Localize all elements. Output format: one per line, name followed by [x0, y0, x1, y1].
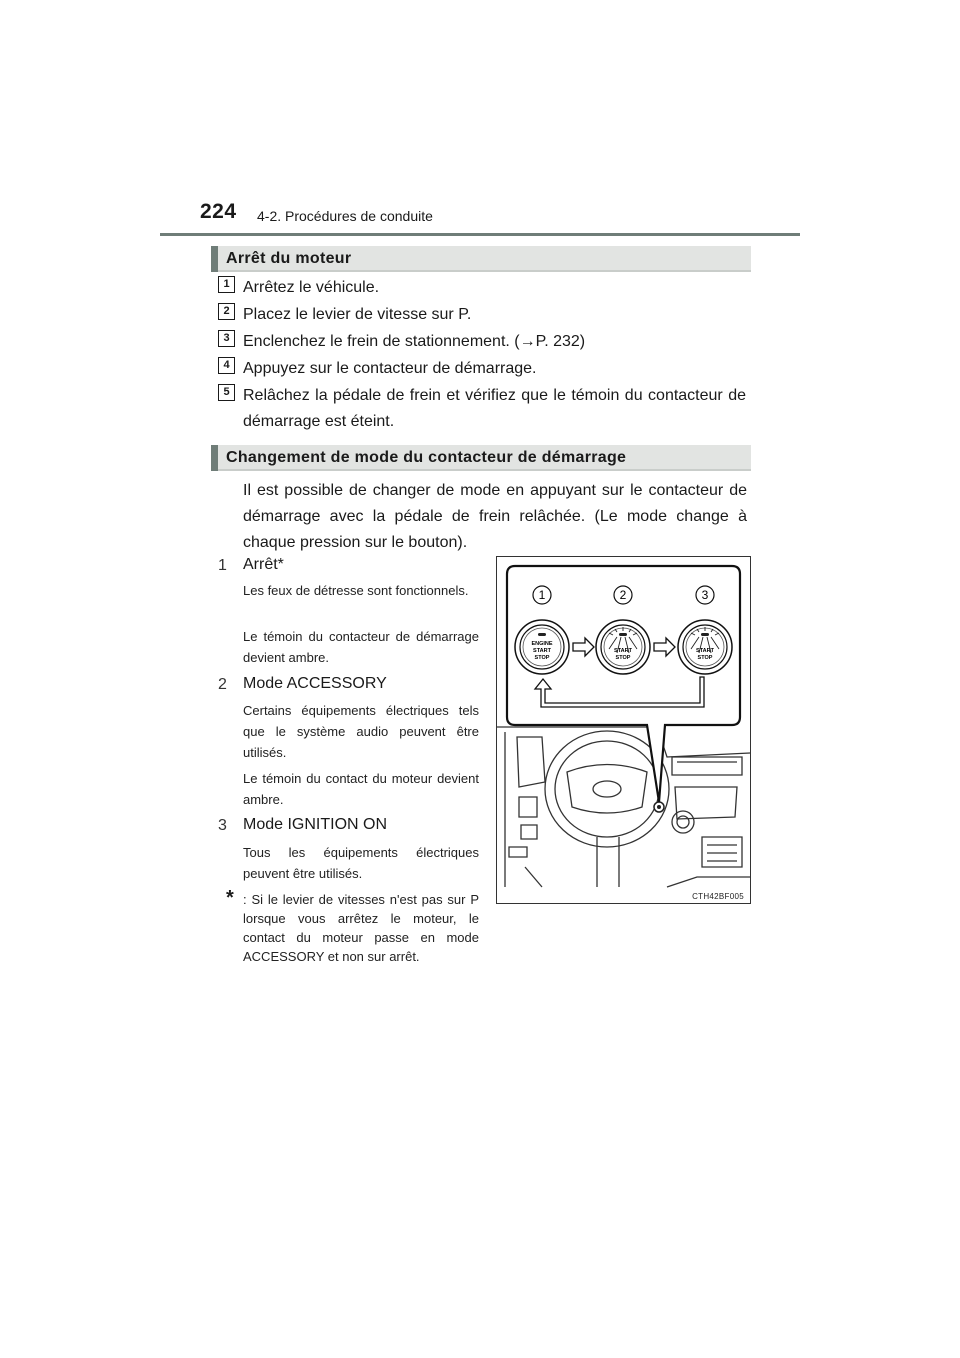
step-number-badge: 1 — [218, 276, 235, 293]
section-heading-engine-stop — [211, 246, 751, 272]
indicator-light — [538, 633, 546, 636]
start-button-location-dot — [657, 805, 661, 809]
footnote: : Si le levier de vitesses n'est pas sur P lorsque vous arrêtez le moteur, le contact du moteur passe en mode ACCESSORY et non sur arrêt. — [243, 892, 479, 964]
svg-text:START: START — [696, 648, 714, 654]
header-rule — [160, 233, 800, 236]
page-header — [0, 0, 960, 240]
section-underline — [218, 270, 751, 272]
start-button-ignition-on — [678, 620, 732, 674]
start-button-off — [515, 620, 569, 674]
dashboard-illustration — [497, 727, 750, 887]
footnote-marker: * — [226, 887, 234, 909]
svg-text:STOP: STOP — [534, 655, 550, 661]
section-heading-mode-change — [211, 445, 751, 471]
figure-start-button-illustration — [496, 556, 751, 904]
step-number-badge: 3 — [218, 330, 235, 347]
section-accent — [211, 445, 218, 471]
page-number: 224 — [200, 200, 237, 223]
step-number-badge: 5 — [218, 384, 235, 401]
figure-caption: CTH42BF005 — [692, 892, 744, 901]
chapter-title: 4-2. Procédures de conduite — [257, 208, 433, 224]
mode-number: 2 — [218, 676, 227, 693]
step-text: Arrêtez le véhicule. — [243, 279, 380, 296]
step-number-badge: 4 — [218, 357, 235, 374]
mode-description: Tous les équipements électriques peuvent être utilisés. — [243, 845, 479, 881]
svg-text:START: START — [614, 648, 632, 654]
svg-text:STOP: STOP — [697, 655, 713, 661]
section-accent — [211, 246, 218, 272]
section-title: Changement de mode du contacteur de démarrage — [226, 449, 627, 466]
intro-paragraph: Il est possible de changer de mode en appuyant sur le contacteur de démarrage avec la pédale de frein relâchée. (Le mode change à chaque pression sur le bouton). — [243, 482, 747, 551]
step-text: Placez le levier de vitesse sur P. — [243, 306, 472, 323]
callout-number-2 — [614, 586, 632, 604]
mode-number: 3 — [218, 817, 227, 834]
section-underline — [218, 469, 751, 471]
callout-label: 3 — [701, 588, 709, 602]
mode-number: 1 — [218, 557, 227, 574]
mode-title: Mode ACCESSORY — [243, 675, 387, 692]
svg-text:START: START — [533, 648, 551, 654]
callout-number-1 — [533, 586, 551, 604]
step-text: Appuyez sur le contacteur de démarrage. — [243, 360, 537, 377]
indicator-light — [619, 633, 627, 636]
mode-description: Le témoin du contact du moteur devient ambre. — [243, 771, 479, 807]
start-button-diagram — [497, 557, 750, 903]
callout-label: 1 — [538, 588, 546, 602]
mode-description: Le témoin du contacteur de démarrage devient ambre. — [243, 629, 479, 665]
svg-text:STOP: STOP — [615, 655, 631, 661]
indicator-light — [701, 633, 709, 636]
mode-description: Les feux de détresse sont fonctionnels. — [243, 583, 469, 598]
step-text: Enclenchez le frein de stationnement. (→P. 232) — [243, 333, 586, 350]
mode-description: Certains équipements électriques tels que le système audio peuvent être utilisés. — [243, 703, 479, 760]
callout-label: 2 — [619, 588, 627, 602]
section-title: Arrêt du moteur — [226, 250, 352, 267]
mode-title: Arrêt* — [243, 556, 284, 573]
step-number-badge: 2 — [218, 303, 235, 320]
mode-title: Mode IGNITION ON — [243, 816, 388, 833]
start-button-accessory — [596, 620, 650, 674]
step-text: Relâchez la pédale de frein et vérifiez que le témoin du contacteur de démarrage est éteint. — [243, 387, 746, 430]
callout-number-3 — [696, 586, 714, 604]
svg-text:ENGINE: ENGINE — [531, 641, 553, 647]
